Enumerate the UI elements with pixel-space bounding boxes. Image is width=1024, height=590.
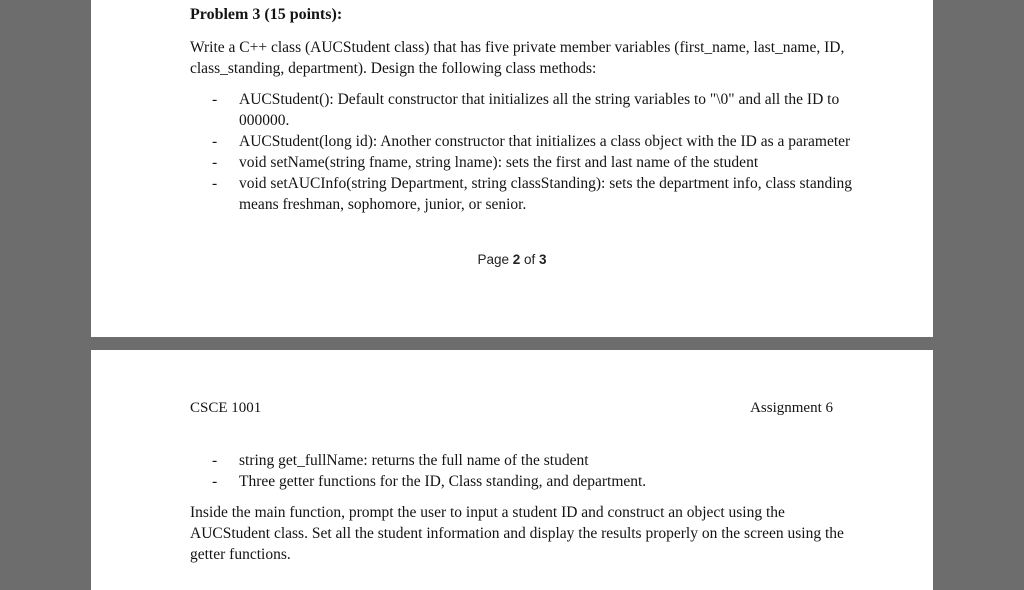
assignment-header: Assignment 6 (750, 400, 833, 416)
document-page-2 (91, 0, 933, 337)
page-of: of (524, 252, 536, 267)
bullet-dash: - (212, 91, 218, 108)
list-item-text: string get_fullName: returns the full name of the student (239, 452, 589, 469)
method-list-continued (212, 450, 852, 492)
page-current: 2 (512, 252, 521, 267)
method-list (212, 89, 852, 215)
list-item (212, 152, 852, 173)
bullet-dash: - (212, 175, 218, 192)
problem-heading: Problem 3 (15 points): (190, 6, 343, 23)
problem-intro: Write a C++ class (AUCStudent class) that has five private member variables (first_name, last_name, ID, class_standing, department). Design the following class methods: (190, 39, 845, 77)
bullet-dash: - (212, 452, 218, 469)
list-item (212, 131, 852, 152)
list-item-text: void setName(string fname, string lname): sets the first and last name of the student (239, 154, 759, 171)
list-item-text: AUCStudent(): Default constructor that initializes all the string variables to "\0" and all the ID to 000000. (239, 91, 840, 129)
bullet-dash: - (212, 154, 218, 171)
list-item (212, 89, 852, 131)
list-item (212, 450, 852, 471)
list-item-text: Three getter functions for the ID, Class standing, and department. (239, 473, 647, 490)
list-item-text: void setAUCInfo(string Department, string classStanding): sets the department info, class standing means freshman, sophomore, junior, or senior. (239, 175, 852, 213)
list-item (212, 173, 852, 215)
bullet-dash: - (212, 473, 218, 490)
list-item-text: AUCStudent(long id): Another constructor that initializes a class object with the ID as a parameter (239, 133, 851, 150)
bullet-dash: - (212, 133, 218, 150)
course-header: CSCE 1001 (190, 400, 262, 416)
main-function-instructions: Inside the main function, prompt the user to input a student ID and construct an object using the AUCStudent class. Set all the student information and display the results properly on the screen using the getter functions. (190, 504, 844, 563)
page-number (91, 252, 933, 267)
page-label: Page (477, 252, 509, 267)
document-page-3 (91, 350, 933, 590)
list-item (212, 471, 852, 492)
page-total: 3 (539, 252, 547, 267)
